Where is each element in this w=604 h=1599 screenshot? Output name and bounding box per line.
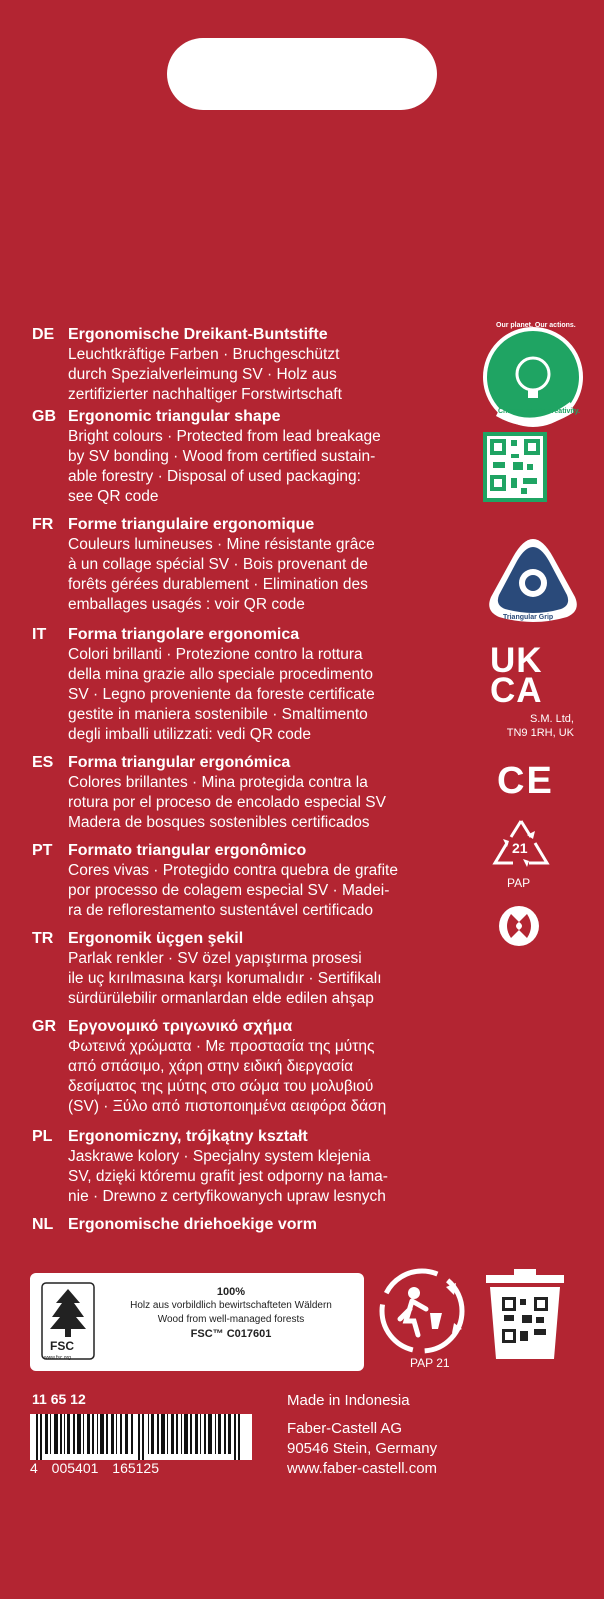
lang-line: SV, dzięki któremu grafit jest odporny na łama- (68, 1168, 388, 1185)
lang-line: à un collage spécial SV · Bois provenant de (68, 556, 368, 573)
lang-line: see QR code (68, 488, 159, 505)
lang-line: degli imballi utilizzati: vedi QR code (68, 726, 311, 743)
lang-code: PT (32, 842, 53, 859)
lang-line: Couleurs lumineuses · Mine résistante grâce (68, 536, 375, 553)
lang-line: ra de reflorestamento sustentável certificado (68, 902, 373, 919)
lang-code: PL (32, 1128, 53, 1145)
fsc-percent: 100% (216, 1286, 246, 1298)
lang-line: Bright colours · Protected from lead breakage (68, 428, 381, 445)
grip-label: Triangular Grip (503, 614, 554, 621)
waste-bin-qr-icon (478, 1265, 572, 1363)
lang-title: Ergonomische Dreikant-Buntstifte (68, 326, 328, 343)
lang-line: Leuchtkräftige Farben · Bruchgeschützt (68, 346, 340, 363)
lang-line: zertifizierter nachhaltiger Forstwirtschaft (68, 386, 342, 403)
lang-code: IT (32, 626, 47, 643)
hang-hole (167, 38, 437, 110)
lang-line: forêts gérées durablement · Elimination des (68, 576, 368, 593)
lang-line: δεσίματος της μύτης στο σώμα του μολυβιού (68, 1078, 374, 1095)
pap-number: 21 (512, 840, 528, 856)
fsc-line2: Wood from well-managed forests (157, 1314, 305, 1325)
made-in: Made in Indonesia (287, 1392, 410, 1409)
lang-title: Ergonomiczny, trójkątny kształt (68, 1128, 308, 1145)
qr-code-icon (483, 432, 547, 502)
badge-bottom-text: Change needs creativity. (498, 408, 580, 415)
lang-code: GR (32, 1018, 56, 1035)
lang-line: SV · Legno proveniente da foreste certificate (68, 686, 375, 703)
lang-line: rotura por el proceso de encolado especial SV (68, 794, 386, 811)
lang-code: TR (32, 930, 54, 947)
lang-title: Formato triangular ergonômico (68, 842, 307, 859)
lang-line: emballages usagés : voir QR code (68, 596, 305, 613)
lang-code: DE (32, 326, 55, 343)
lang-line: Cores vivas · Protegido contra quebra de grafite (68, 862, 398, 879)
lang-line: (SV) · Ξύλο από πιστοποιημένα αειφόρα δάση (68, 1098, 387, 1115)
lang-title: Ergonomik üçgen şekil (68, 930, 244, 947)
company-website: www.faber-castell.com (287, 1460, 438, 1477)
ce-mark: CE (497, 760, 554, 802)
green-dot-icon (497, 904, 541, 948)
lang-code: GB (32, 408, 56, 425)
lang-line: por processo de colagem especial SV · Madei- (68, 882, 390, 899)
lang-line: gestite in maniera sostenibile · Smaltimento (68, 706, 368, 723)
lang-line: sürdürülebilir ormanlardan elde edilen ahşap (68, 990, 374, 1007)
ukca-address (486, 712, 574, 740)
fsc-code: FSC™ C017601 (190, 1328, 272, 1340)
ukca-addr-line: S.M. Ltd, (529, 713, 574, 725)
lang-line: ile uç kırılmasına karşı korumalıdır · Sertifikalı (68, 970, 382, 987)
badge-top-text: Our planet. Our actions. (496, 322, 576, 329)
barcode-icon (30, 1414, 252, 1460)
lang-title: Ergonomische driehoekige vorm (68, 1216, 317, 1233)
barcode-digits: 4 005401 165125 (30, 1460, 159, 1476)
lang-title: Forme triangulaire ergonomique (68, 516, 315, 533)
lang-code: NL (32, 1216, 54, 1233)
lang-line: Colori brillanti · Protezione contro la rottura (68, 646, 363, 663)
lang-line: Jaskrawe kolory · Specjalny system klejenia (68, 1148, 371, 1165)
lang-line: Parlak renkler · SV özel yapıştırma prosesi (68, 950, 362, 967)
ukca-addr-line: TN9 1RH, UK (506, 727, 574, 739)
pap-label: PAP (507, 876, 531, 890)
lang-line: nie · Drewno z certyfikowanych upraw lesnych (68, 1188, 386, 1205)
fsc-website: www.fsc.org (44, 1355, 71, 1361)
lang-title: Forma triangolare ergonomica (68, 626, 300, 643)
lang-title: Forma triangular ergonómica (68, 754, 291, 771)
lang-line: Madera de bosques sostenibles certificados (68, 814, 370, 831)
lang-line: able forestry · Disposal of used packaging: (68, 468, 361, 485)
lang-code: ES (32, 754, 54, 771)
lang-title: Εργονομικό τριγωνικό σχήμα (68, 1018, 293, 1035)
fsc-logo-text: FSC (50, 1339, 74, 1353)
fsc-label (30, 1273, 364, 1371)
lang-line: από σπάσιμο, χάρη στην ειδική διεργασία (68, 1058, 354, 1075)
lang-line: durch Spezialverleimung SV · Holz aus (68, 366, 337, 383)
fsc-line1: Holz aus vorbildlich bewirtschafteten Wäldern (130, 1300, 332, 1311)
company-address: 90546 Stein, Germany (287, 1440, 438, 1457)
lang-title: Ergonomic triangular shape (68, 408, 281, 425)
lang-line: Φωτεινά χρώματα · Με προστασία της μύτης (68, 1038, 375, 1055)
company-info (287, 1419, 437, 1479)
lang-code: FR (32, 516, 54, 533)
article-number: 11 65 12 (32, 1391, 86, 1407)
fsc-text (106, 1285, 356, 1341)
lang-line: della mina grazie allo speciale procedimento (68, 666, 374, 683)
company-name: Faber-Castell AG (287, 1420, 403, 1437)
tidyman-recycle-icon (376, 1265, 470, 1357)
pap21-label: PAP 21 (410, 1356, 450, 1370)
creativity-badge-icon (478, 322, 588, 432)
lang-line: by SV bonding · Wood from certified sustain- (68, 448, 376, 465)
ukca-mark: UK CA (490, 641, 543, 710)
lang-line: Colores brillantes · Mina protegida contra la (68, 774, 368, 791)
